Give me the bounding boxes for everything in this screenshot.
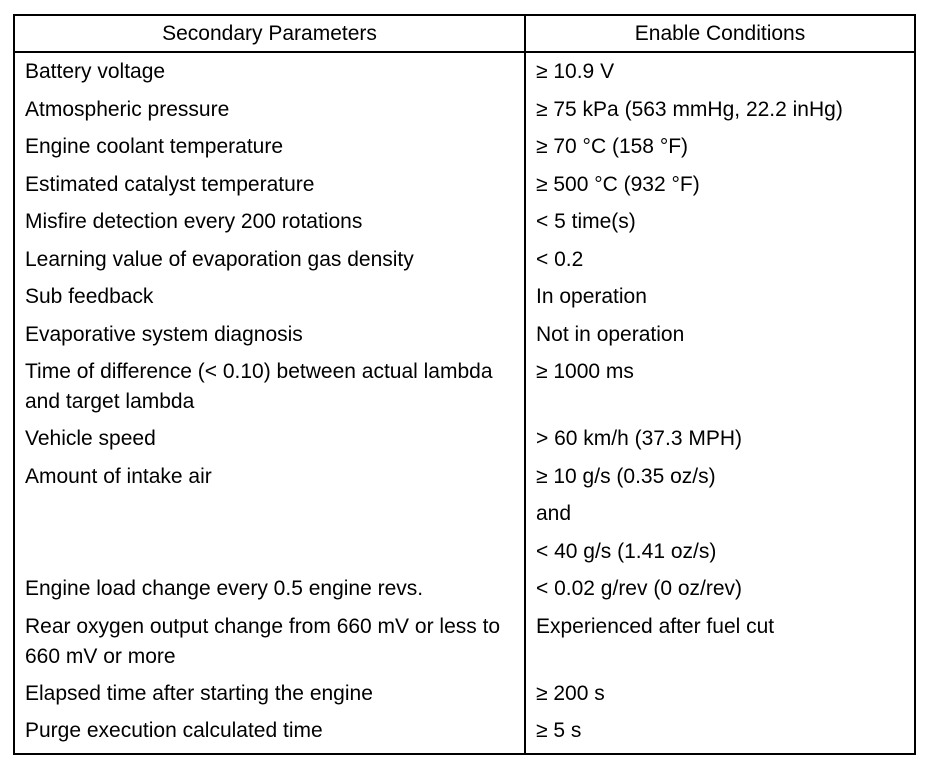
condition-cell: and xyxy=(536,502,572,525)
parameter-cell: Purge execution calculated time xyxy=(15,716,525,753)
table-row xyxy=(15,132,914,170)
condition-cell: < 40 g/s (1.41 oz/s) xyxy=(536,539,717,563)
header-secondary-parameters: Secondary Parameters xyxy=(15,16,525,52)
parameter-cell: Elapsed time after starting the engine xyxy=(15,679,525,717)
table-row xyxy=(15,424,914,462)
header-enable-conditions: Enable Conditions xyxy=(525,16,914,52)
condition-cell: < 0.02 g/rev (0 oz/rev) xyxy=(536,577,743,600)
table-row xyxy=(15,574,914,612)
enable-conditions-table xyxy=(13,14,916,755)
table-row xyxy=(15,357,914,424)
header-row xyxy=(15,16,914,52)
table-row xyxy=(15,52,914,95)
table-row xyxy=(15,462,914,500)
parameter-cell xyxy=(15,537,525,575)
condition-cell: < 5 time(s) xyxy=(536,210,636,233)
parameter-cell: Rear oxygen output change from 660 mV or less to 660 mV or more xyxy=(15,612,525,679)
parameter-cell: Atmospheric pressure xyxy=(15,95,525,133)
table-row xyxy=(15,537,914,575)
condition-cell: ≥ 75 kPa (563 mmHg, 22.2 inHg) xyxy=(536,97,843,121)
condition-cell: < 0.2 xyxy=(536,247,584,271)
table-row xyxy=(15,282,914,320)
condition-cell: ≥ 5 s xyxy=(536,719,582,742)
parameter-cell: Estimated catalyst temperature xyxy=(15,170,525,208)
condition-cell: ≥ 10.9 V xyxy=(536,60,615,83)
condition-cell: ≥ 1000 ms xyxy=(536,360,634,383)
condition-cell: ≥ 200 s xyxy=(536,681,605,705)
condition-cell: ≥ 70 °C (158 °F) xyxy=(536,135,689,158)
table-row xyxy=(15,170,914,208)
table-row xyxy=(15,95,914,133)
parameter-cell: Sub feedback xyxy=(15,282,525,320)
condition-cell: Not in operation xyxy=(536,322,685,346)
table-row xyxy=(15,499,914,537)
table-row xyxy=(15,245,914,283)
condition-cell: ≥ 500 °C (932 °F) xyxy=(536,172,700,196)
condition-cell: ≥ 10 g/s (0.35 oz/s) xyxy=(536,464,716,488)
table-row xyxy=(15,612,914,679)
table-row xyxy=(15,679,914,717)
table-row xyxy=(15,207,914,245)
condition-cell: > 60 km/h (37.3 MPH) xyxy=(536,427,742,450)
parameter-cell: Learning value of evaporation gas density xyxy=(15,245,525,283)
parameter-cell: Amount of intake air xyxy=(15,462,525,500)
condition-cell: Experienced after fuel cut xyxy=(536,614,775,638)
parameter-cell: Battery voltage xyxy=(15,52,525,95)
parameter-cell: Engine coolant temperature xyxy=(15,132,525,170)
parameter-cell: Engine load change every 0.5 engine revs. xyxy=(15,574,525,612)
parameter-cell: Vehicle speed xyxy=(15,424,525,462)
table-row xyxy=(15,320,914,358)
condition-cell: In operation xyxy=(536,285,647,308)
parameter-cell: Time of difference (< 0.10) between actual lambda and target lambda xyxy=(15,357,525,424)
parameters-table xyxy=(15,16,914,753)
parameter-cell xyxy=(15,499,525,537)
table-row xyxy=(15,716,914,753)
parameter-cell: Evaporative system diagnosis xyxy=(15,320,525,358)
parameter-cell: Misfire detection every 200 rotations xyxy=(15,207,525,245)
